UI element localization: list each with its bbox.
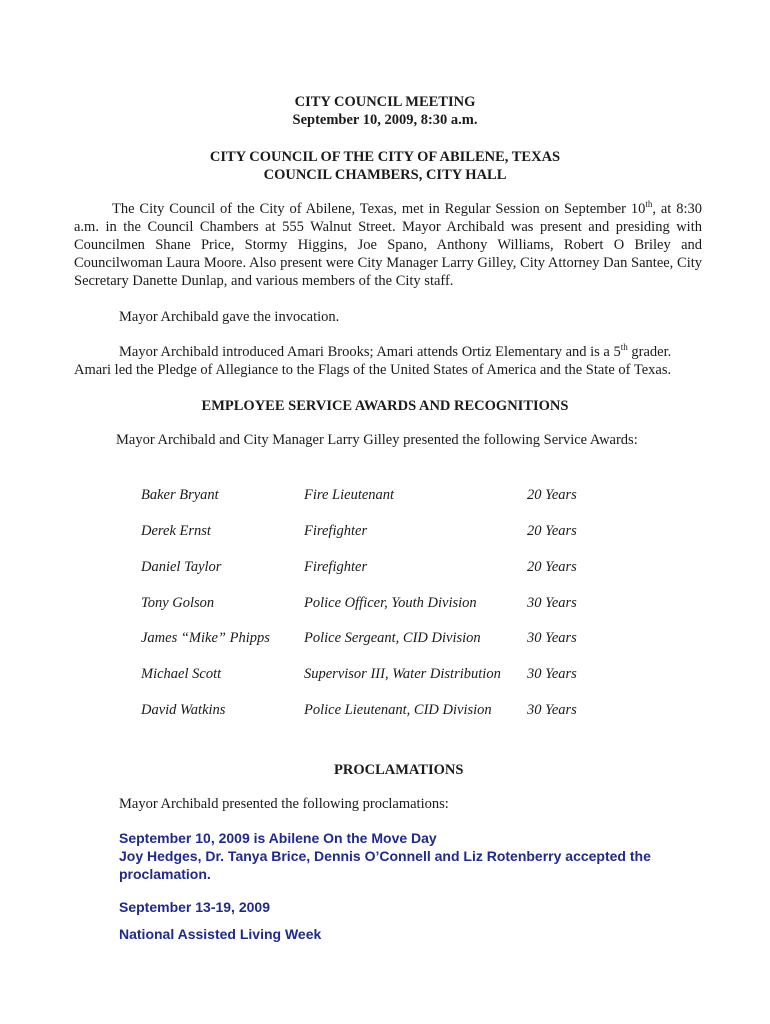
award-name: David Watkins [141, 702, 226, 718]
award-position: Police Sergeant, CID Division [304, 630, 481, 646]
proclamations-heading: PROCLAMATIONS [334, 762, 464, 778]
award-years: 30 Years [527, 630, 577, 646]
award-years: 30 Years [527, 666, 577, 682]
award-name: Baker Bryant [141, 487, 219, 503]
award-years: 20 Years [527, 487, 577, 503]
award-name: Derek Ernst [141, 523, 211, 539]
pledge-text-1: Mayor Archibald introduced Amari Brooks; Amari attends Ortiz Elementary and is a 5 [119, 344, 621, 360]
award-row [0, 701, 770, 721]
award-years: 30 Years [527, 702, 577, 718]
award-years: 20 Years [527, 523, 577, 539]
award-name: Daniel Taylor [141, 559, 222, 575]
award-row [0, 486, 770, 506]
meeting-title: CITY COUNCIL MEETING [294, 94, 476, 110]
award-row [0, 522, 770, 542]
intro-superscript: th [645, 199, 653, 209]
award-row [0, 594, 770, 614]
proclamation-1-title: September 10, 2009 is Abilene On the Move Day [119, 830, 437, 846]
meeting-location: COUNCIL CHAMBERS, CITY HALL [263, 167, 507, 183]
awards-intro: Mayor Archibald and City Manager Larry Gilley presented the following Service Awards: [116, 432, 638, 448]
council-name: CITY COUNCIL OF THE CITY OF ABILENE, TEXAS [209, 149, 561, 165]
award-row [0, 558, 770, 578]
award-position: Police Lieutenant, CID Division [304, 702, 492, 718]
meeting-date: September 10, 2009, 8:30 a.m. [292, 112, 478, 128]
award-position: Police Officer, Youth Division [304, 595, 477, 611]
pledge-line-2: Amari led the Pledge of Allegiance to the Flags of the United States of America and the State of Texas. [74, 362, 672, 378]
award-years: 30 Years [527, 595, 577, 611]
proclamation-2-title: National Assisted Living Week [119, 926, 322, 942]
invocation-text: Mayor Archibald gave the invocation. [119, 309, 340, 325]
award-row [0, 629, 770, 649]
intro-text-2: , at 8:30 a.m. in the Council Chambers at 555 Walnut Street. Mayor Archibald was present and presiding with Councilmen Shane Price, Stormy Higgins, Joe Spano, Anthony Williams, Robert O Briley and Councilwoman Laura Moore. Also present were City Manager Larry Gilley, City Attorney Dan Santee, City Secretary Danette Dunlap, and various members of the City staff. [74, 201, 702, 289]
proclamation-1-accepted: Joy Hedges, Dr. Tanya Brice, Dennis O’Connell and Liz Rotenberry accepted the proclamation. [119, 848, 651, 882]
intro-paragraph [74, 200, 702, 290]
award-position: Supervisor III, Water Distribution [304, 666, 501, 682]
pledge-text-2: grader. [627, 344, 672, 360]
pledge-superscript: th [620, 342, 628, 352]
intro-text-1: The City Council of the City of Abilene, Texas, met in Regular Session on September 10 [112, 201, 646, 217]
award-position: Firefighter [304, 523, 368, 539]
award-row [0, 665, 770, 685]
proclamation-2-date: September 13-19, 2009 [119, 899, 270, 915]
award-position: Firefighter [304, 559, 368, 575]
award-name: Tony Golson [141, 595, 215, 611]
award-position: Fire Lieutenant [304, 487, 395, 503]
award-years: 20 Years [527, 559, 577, 575]
award-name: James “Mike” Phipps [141, 630, 270, 646]
awards-heading: EMPLOYEE SERVICE AWARDS AND RECOGNITIONS [201, 398, 569, 414]
pledge-line-1 [119, 343, 671, 361]
proclamations-intro: Mayor Archibald presented the following proclamations: [119, 796, 449, 812]
award-name: Michael Scott [141, 666, 222, 682]
